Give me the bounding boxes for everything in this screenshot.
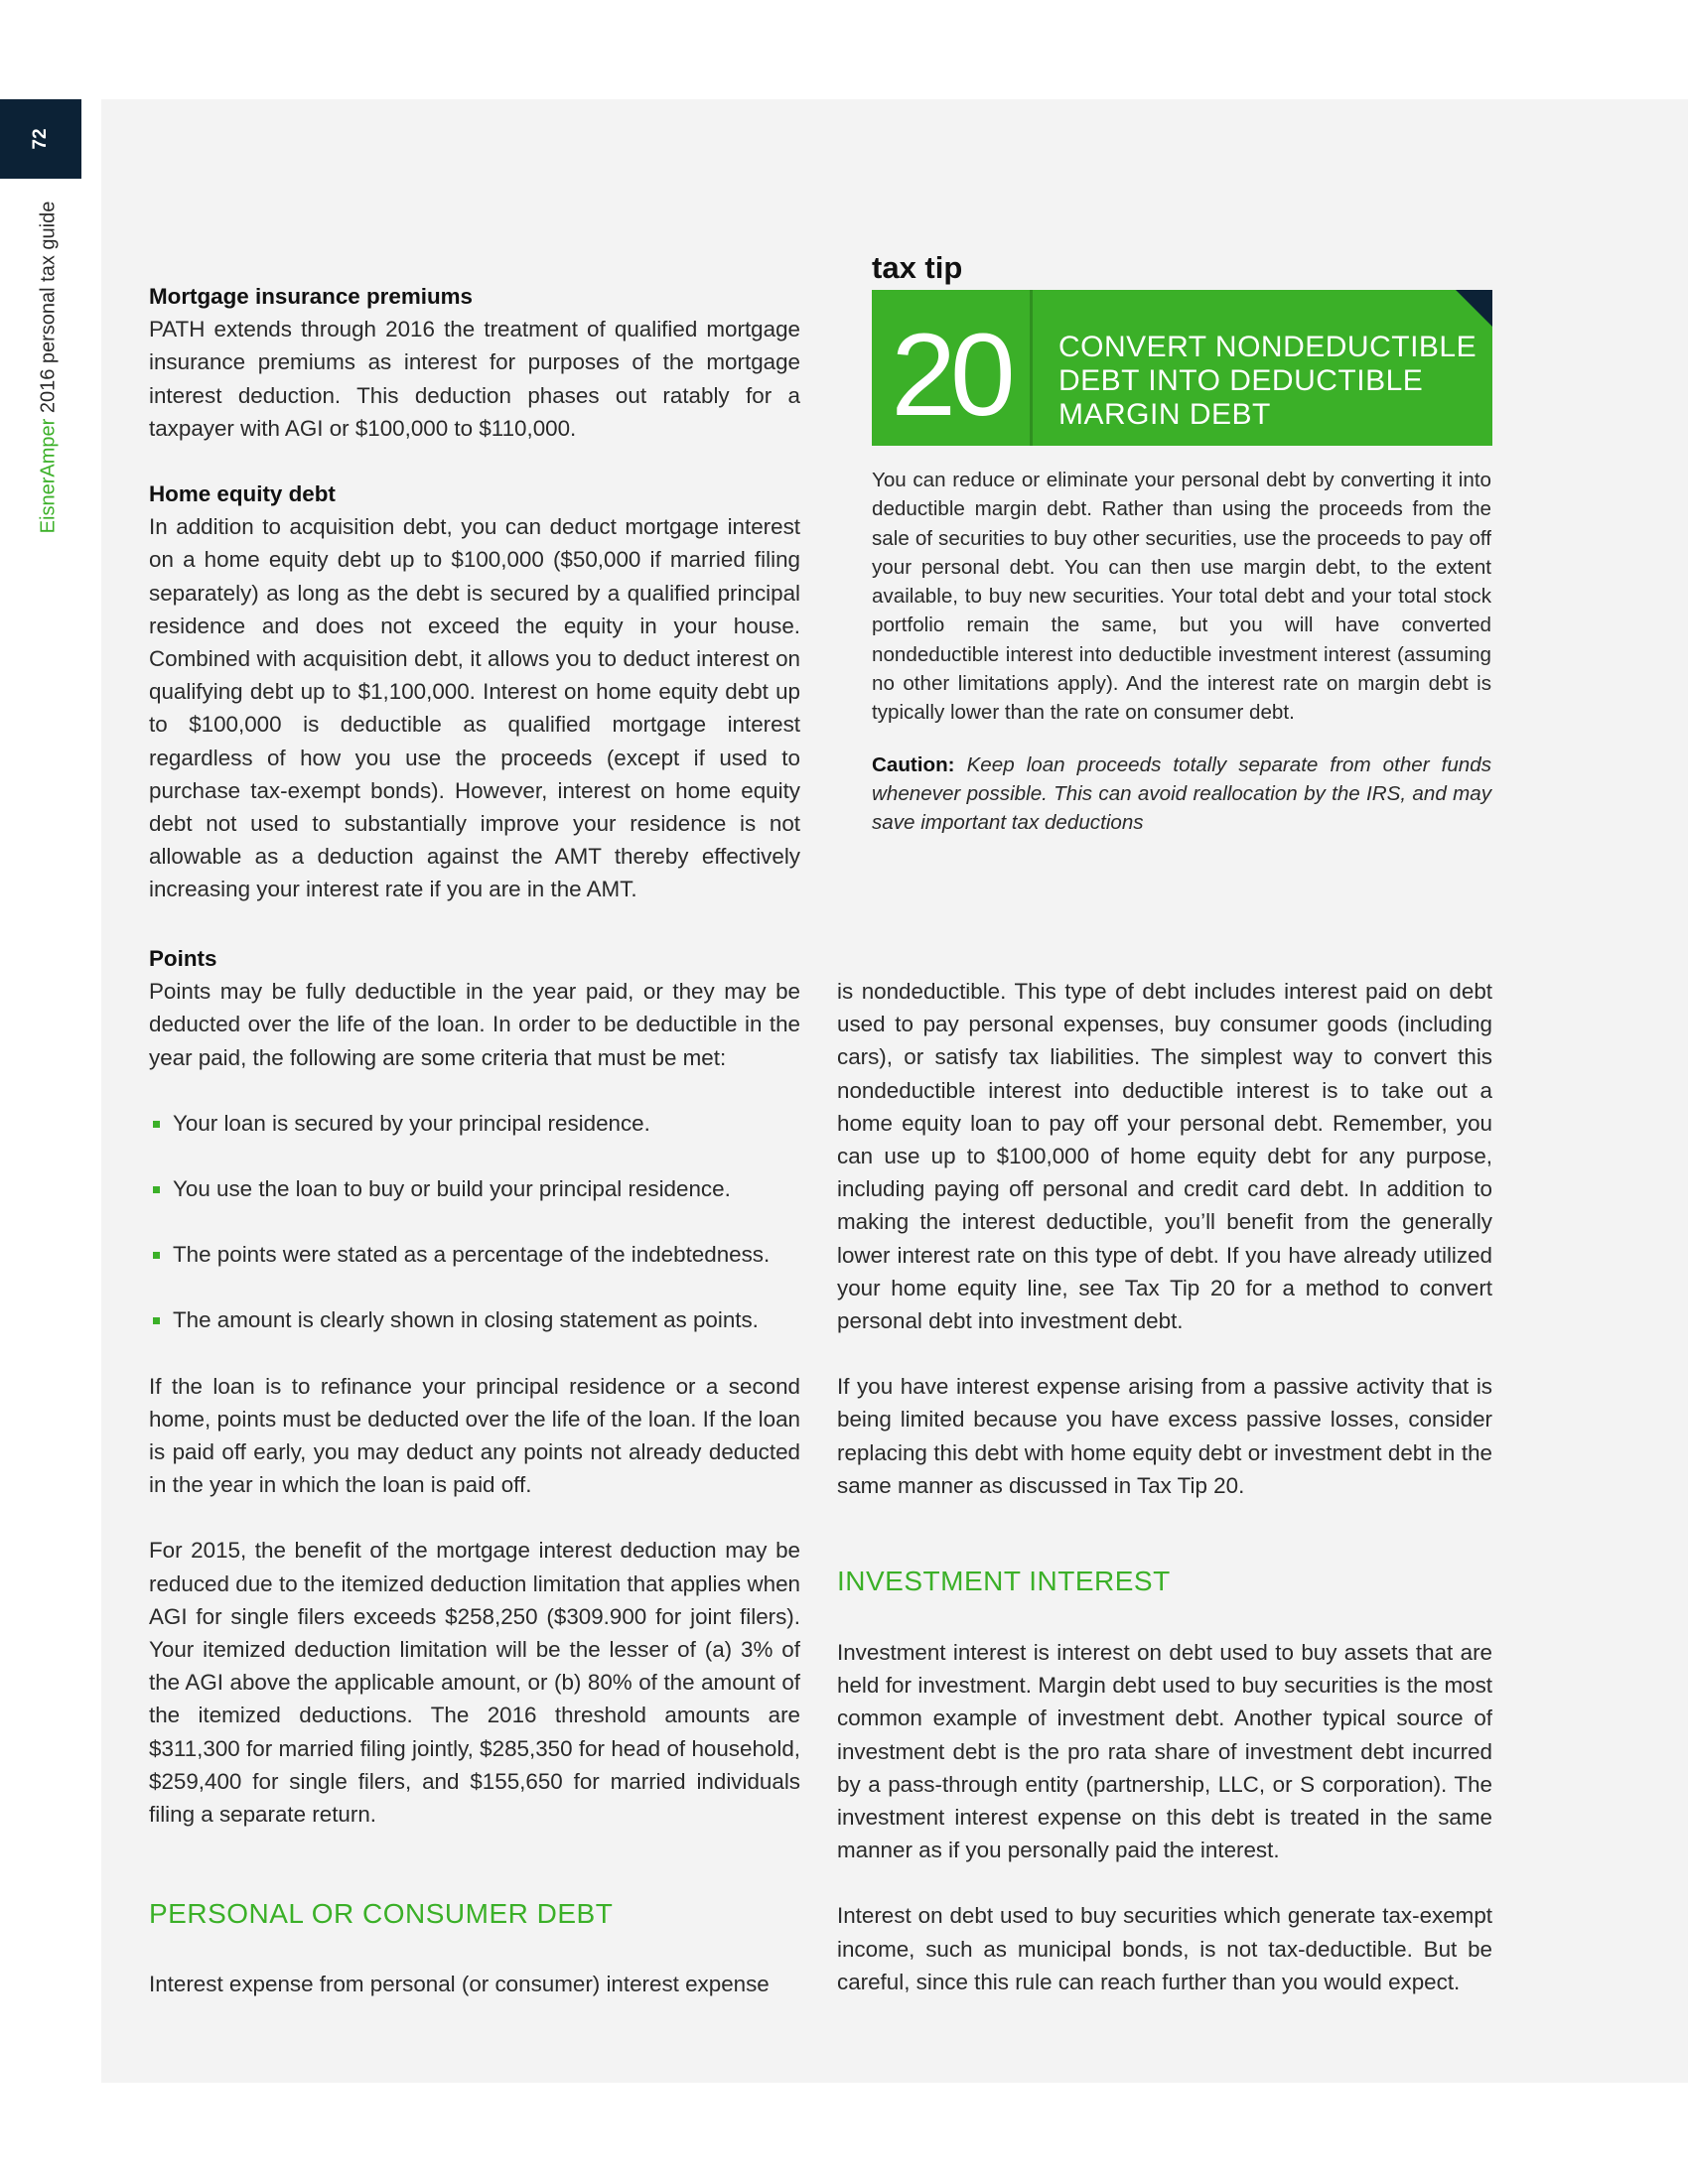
nondeductible-text: is nondeductible. This type of debt includes interest paid on debt used to pay personal expenses, buy consumer goods (including cars), or satisfy tax liabilities. The simplest way to convert this nondeductible interest into deductible interest is to take out a home equity loan to pay off your personal debt. Remember, you can use up to $100,000 of home equity debt for any purpose, including paying off personal and credit card debt. In addition to making the interest deductible, you’ll benefit from the generally lower interest rate on this type of debt. If you have already utilized your home equity line, see Tax Tip 20 for a method to convert personal debt into investment debt. — [837, 979, 1492, 1334]
personal-debt-heading: PERSONAL OR CONSUMER DEBT — [149, 1898, 614, 1929]
points-text: Points may be fully deductible in the year paid, or they may be deducted over the life of the loan. In order to be deductible in the year paid, the following are some criteria that must be met: — [149, 979, 800, 1070]
home-equity-heading: Home equity debt — [149, 481, 336, 507]
list-item: The amount is clearly shown in closing statement as points. — [149, 1303, 800, 1336]
tax-tip-number: 20 — [891, 310, 1010, 441]
tax-tip-body — [872, 466, 1491, 838]
home-equity-text: In addition to acquisition debt, you can deduct mortgage interest on a home equity debt up to $100,000 ($50,000 if married filing separately) as long as the debt is secured by a qualified principal residence and does not exceed the equity in your house. Combined with acquisition debt, it allows you to deduct interest on qualifying debt up to $1,100,000. Interest on home equity debt up to $100,000 is deductible as qualified mortgage interest regardless of how you use the proceeds (except if used to purchase tax-exempt bonds). However, interest on home equity debt not used to substantially improve your residence is not allowable as a deduction against the AMT thereby effectively increasing your interest rate if you are in the AMT. — [149, 514, 800, 902]
criteria-list — [149, 1107, 800, 1337]
list-item: The points were stated as a percentage of the indebtedness. — [149, 1238, 800, 1271]
left-column — [149, 942, 800, 1831]
personal-debt-text: Interest expense from personal (or consumer) interest expense — [149, 1972, 770, 1996]
caution-text: Keep loan proceeds totally separate from other funds whenever possible. This can avoid reallocation by the IRS, and may save important tax deductions — [872, 752, 1491, 835]
passive-activity-text: If you have interest expense arising from a passive activity that is being limited because you have excess passive losses, consider replacing this debt with home equity debt or investment debt in the same manner as discussed in Tax Tip 20. — [837, 1374, 1492, 1498]
investment-interest-text: Investment interest is interest on debt used to buy assets that are held for investment. Margin debt used to buy securities is the most common example of investment debt. Another typical source of investment debt is the pro rata share of investment debt incurred by a pass-through entity (partnership, LLC, or S corporation). The investment interest expense on this debt is treated in the same manner as if you personally paid the interest. — [837, 1640, 1492, 1863]
guide-title-text: 2016 personal tax guide — [37, 201, 60, 419]
investment-section — [837, 1636, 1492, 1998]
page-number: 72 — [30, 128, 51, 150]
left-top-section — [149, 280, 800, 906]
tax-tip-divider — [1030, 290, 1033, 446]
vertical-guide-title — [38, 202, 61, 534]
caution-label: Caution: — [872, 752, 955, 776]
brand-name: EisnerAmper — [37, 418, 60, 534]
itemized-limitation-text: For 2015, the benefit of the mortgage interest deduction may be reduced due to the itemized deduction limitation that applies when AGI for single filers exceeds $258,250 ($309.900 for joint filers). Your itemized deduction limitation will be the lesser of (a) 3% of the AGI above the applicable amount, or (b) 80% of the amount of the itemized deductions. The 2016 threshold amounts are $311,300 for married filing jointly, $285,350 for head of household, $259,400 for single filers, and $155,650 for married individuals filing a separate return. — [149, 1538, 800, 1828]
tax-tip-title-line: DEBT INTO DEDUCTIBLE — [1058, 364, 1424, 397]
list-item: Your loan is secured by your principal residence. — [149, 1107, 800, 1140]
tax-tip-title — [1058, 331, 1485, 432]
refinance-text: If the loan is to refinance your principal residence or a second home, points must be deducted over the life of the loan. If the loan is paid off early, you may deduct any points not already deducted in the year in which the loan is paid off. — [149, 1373, 800, 1498]
list-item: You use the loan to buy or build your principal residence. — [149, 1172, 800, 1205]
points-heading: Points — [149, 946, 217, 971]
tax-tip-title-line: MARGIN DEBT — [1058, 398, 1271, 431]
personal-debt-section — [149, 1968, 800, 2000]
tax-tip-corner-fold — [1456, 290, 1492, 327]
tax-tip-caution — [872, 751, 1491, 838]
right-column — [837, 975, 1492, 1502]
tax-tip-label: tax tip — [872, 250, 963, 285]
tax-exempt-text: Interest on debt used to buy securities which generate tax-exempt income, such as municipal bonds, is not tax-deductible. But be careful, since this rule can reach further than you would expect. — [837, 1903, 1492, 1994]
tax-tip-text: You can reduce or eliminate your personal debt by converting it into deductible margin debt. Rather than using the proceeds from the sale of securities to buy other securities, use the proceeds to pay off your personal debt. You can then use margin debt, to the extent available, to buy new securities. Your total debt and your total stock portfolio remain the same, but you will have converted nondeductible interest into deductible investment interest (assuming no other limitations apply). And the interest rate on margin debt is typically lower than the rate on consumer debt. — [872, 469, 1491, 725]
investment-interest-heading: INVESTMENT INTEREST — [837, 1566, 1171, 1596]
mortgage-insurance-text: PATH extends through 2016 the treatment of qualified mortgage insurance premiums as interest for purposes of the mortgage interest deduction. This deduction phases out ratably for a taxpayer with AGI or $100,000 to $110,000. — [149, 317, 800, 441]
mortgage-insurance-heading: Mortgage insurance premiums — [149, 284, 473, 309]
tax-tip-title-line: CONVERT NONDEDUCTIBLE — [1058, 331, 1477, 363]
